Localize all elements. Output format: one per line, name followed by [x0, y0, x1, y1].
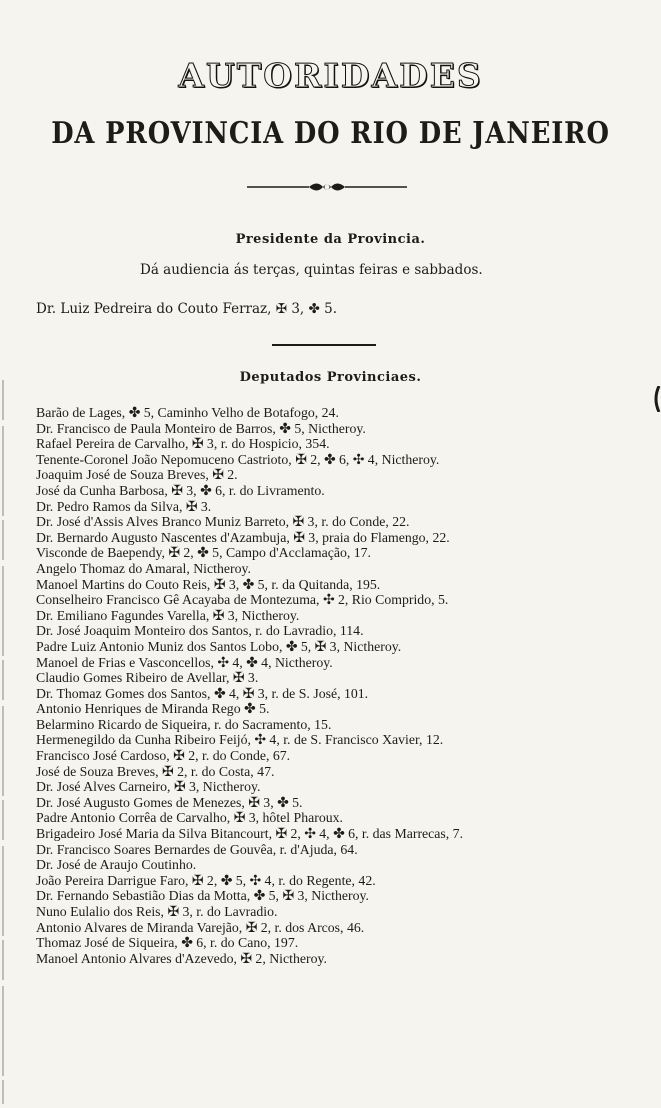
deputies-heading: Deputados Provinciaes.: [239, 370, 422, 385]
deputy-entry: Dr. Thomaz Gomes dos Santos, ✤ 4, ✠ 3, r. de S. José, 101.: [36, 685, 369, 701]
deputy-entry: Dr. Francisco de Paula Monteiro de Barros, ✤ 5, Nictheroy.: [36, 420, 366, 436]
deputy-entry: Hermenegildo da Cunha Ribeiro Feijó, ✣ 4, r. de S. Francisco Xavier, 12.: [36, 732, 444, 748]
deputy-entry: Manoel de Frias e Vasconcellos, ✣ 4, ✤ 4, Nictheroy.: [36, 654, 333, 670]
deputy-entry: Dr. Bernardo Augusto Nascentes d'Azambuja, ✠ 3, praia do Flamengo, 22.: [36, 529, 450, 545]
scan-margin-edge: [0, 0, 6, 1104]
deputy-entry: Dr. Pedro Ramos da Silva, ✠ 3.: [36, 498, 212, 514]
ornament-divider: [247, 180, 407, 194]
deputy-entry: Manoel Martins do Couto Reis, ✠ 3, ✤ 5, r. da Quitanda, 195.: [36, 576, 381, 592]
section-rule: [272, 344, 376, 346]
deputy-entry: João Pereira Darrigue Faro, ✠ 2, ✤ 5, ✣ 4, r. do Regente, 42.: [36, 872, 376, 888]
president-heading: Presidente da Provincia.: [235, 232, 426, 247]
deputy-entry: Angelo Thomaz do Amaral, Nictheroy.: [36, 560, 251, 576]
deputy-entry: Claudio Gomes Ribeiro de Avellar, ✠ 3.: [36, 670, 259, 686]
deputy-entry: Rafael Pereira de Carvalho, ✠ 3, r. do Hospicio, 354.: [36, 436, 330, 452]
audience-text: Dá audiencia ás terças, quintas feiras e sabbados.: [140, 262, 483, 278]
deputy-entry: Joaquim José de Souza Breves, ✠ 2.: [36, 467, 238, 483]
deputy-entry: Dr. José Joaquim Monteiro dos Santos, r. do Lavradio, 114.: [36, 623, 364, 639]
deputy-entry: Dr. Emiliano Fagundes Varella, ✠ 3, Nictheroy.: [36, 607, 300, 623]
deputy-entry: Nuno Eulalio dos Reis, ✠ 3, r. do Lavradio.: [36, 904, 278, 919]
page-edge-mark: [653, 386, 661, 412]
deputy-entry: Visconde de Baependy, ✠ 2, ✤ 5, Campo d'Acclamação, 17.: [36, 545, 371, 561]
president-name: Dr. Luiz Pedreira do Couto Ferraz, ✠ 3, ✤ 5.: [36, 301, 338, 317]
deputy-entry: Tenente-Coronel João Nepomuceno Castrioto, ✠ 2, ✤ 6, ✣ 4, Nictheroy.: [36, 451, 440, 467]
deputy-entry: José de Souza Breves, ✠ 2, r. do Costa, 47.: [36, 763, 275, 779]
deputy-entry: Padre Luiz Antonio Muniz dos Santos Lobo, ✤ 5, ✠ 3, Nictheroy.: [36, 638, 402, 654]
deputies-list: [36, 405, 656, 966]
page-title: AUTORIDADES: [178, 56, 483, 95]
deputy-entry: Manoel Antonio Alvares d'Azevedo, ✠ 2, Nictheroy.: [36, 950, 327, 966]
page-subtitle: DA PROVINCIA DO RIO DE JANEIRO: [51, 116, 610, 151]
deputy-entry: Barão de Lages, ✤ 5, Caminho Velho de Botafogo, 24.: [36, 405, 339, 420]
deputy-entry: Dr. José de Araujo Coutinho.: [36, 857, 197, 873]
deputy-entry: Dr. José Alves Carneiro, ✠ 3, Nictheroy.: [36, 779, 261, 795]
deputy-entry: Antonio Henriques de Miranda Rego ✤ 5.: [36, 701, 270, 717]
deputy-entry: Antonio Alvares de Miranda Varejão, ✠ 2, r. dos Arcos, 46.: [36, 919, 365, 935]
deputy-entry: Brigadeiro José Maria da Silva Bitancourt, ✠ 2, ✣ 4, ✤ 6, r. das Marrecas, 7.: [36, 826, 464, 842]
deputy-entry: Conselheiro Francisco Gê Acayaba de Montezuma, ✣ 2, Rio Comprido, 5.: [36, 592, 449, 608]
deputy-entry: Francisco José Cardoso, ✠ 2, r. do Conde, 67.: [36, 748, 291, 764]
deputy-entry: José da Cunha Barbosa, ✠ 3, ✤ 6, r. do Livramento.: [36, 482, 325, 498]
deputy-entry: Thomaz José de Siqueira, ✤ 6, r. do Cano, 197.: [36, 935, 299, 951]
deputy-entry: Dr. Fernando Sebastião Dias da Motta, ✤ 5, ✠ 3, Nictheroy.: [36, 888, 369, 904]
deputy-entry: Dr. Francisco Soares Bernardes de Gouvêa, r. d'Ajuda, 64.: [36, 841, 358, 857]
deputy-entry: Padre Antonio Corrêa de Carvalho, ✠ 3, hôtel Pharoux.: [36, 810, 343, 826]
deputy-entry: Dr. José d'Assis Alves Branco Muniz Barreto, ✠ 3, r. do Conde, 22.: [36, 514, 410, 530]
deputy-entry: Belarmino Ricardo de Siqueira, r. do Sacramento, 15.: [36, 716, 332, 732]
deputy-entry: Dr. José Augusto Gomes de Menezes, ✠ 3, ✤ 5.: [36, 794, 303, 810]
